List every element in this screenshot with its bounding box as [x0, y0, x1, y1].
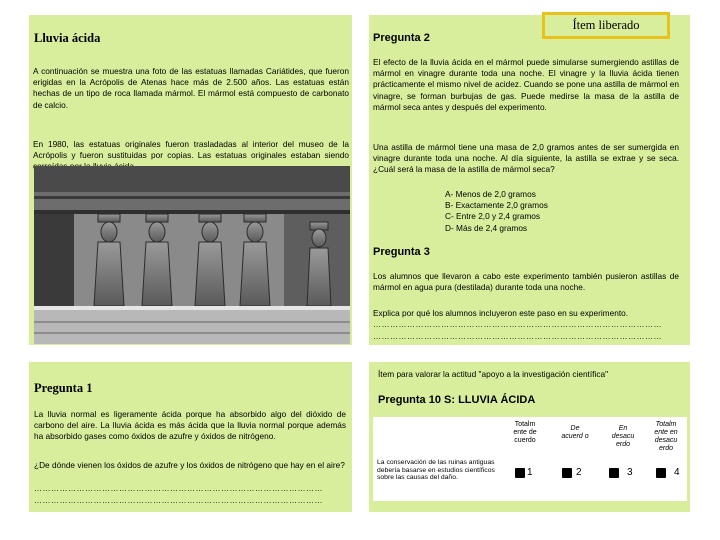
right-top-panel: [369, 15, 690, 345]
q2-options: [445, 189, 548, 234]
checkbox-icon[interactable]: [515, 468, 525, 478]
q3-answer-line-2[interactable]: …………………………………………………………………………………………: [373, 332, 662, 341]
scale-value-2: 2: [576, 467, 582, 478]
scale-value-4: 4: [674, 467, 680, 478]
scale-header-3: En desacu erdo: [611, 425, 635, 448]
intro-text: A continuación se muestra una foto de las estatuas llamadas Cariátides, que fueron erigidas en la Acrópolis de Atenas hace más de 2.500 años. Las estatuas están hechas de un tipo de roca llamada mármol. El mármol está compuesto de carbonato de calcio.: [33, 66, 349, 110]
caryatids-photo-drawing: [34, 166, 350, 344]
scale-option-1[interactable]: [515, 467, 533, 478]
released-item-badge: [542, 12, 670, 39]
q10-title: Pregunta 10 S: LLUVIA ÁCIDA: [378, 394, 536, 406]
left-title: Lluvia ácida: [34, 31, 101, 45]
left-bottom-panel: [29, 362, 352, 512]
attitude-label: Ítem para valorar la actitud "apoyo a la investigación científica": [378, 369, 609, 379]
scale-option-3[interactable]: [609, 467, 633, 478]
q3-title: Pregunta 3: [373, 246, 430, 258]
q2-title: Pregunta 2: [373, 32, 430, 44]
scale-option-4[interactable]: [656, 467, 680, 478]
scale-header-2: De acuerd o: [561, 425, 589, 440]
q1-answer-line-2[interactable]: …………………………………………………………………………………………: [34, 496, 323, 505]
q1-answer-line-1[interactable]: …………………………………………………………………………………………: [34, 484, 323, 493]
checkbox-icon[interactable]: [562, 468, 572, 478]
option-c[interactable]: C- Entre 2,0 y 2,4 gramos: [445, 211, 540, 222]
scale-value-3: 3: [627, 467, 633, 478]
checkbox-icon[interactable]: [656, 468, 666, 478]
scale-table: [373, 417, 687, 501]
checkbox-icon[interactable]: [609, 468, 619, 478]
q1-question: ¿De dónde vienen los óxidos de azufre y los óxidos de nitrógeno que hay en el aire?: [34, 460, 345, 470]
right-bottom-panel: [369, 362, 690, 512]
history-text: En 1980, las estatuas originales fueron trasladadas al interior del museo de la Acrópolis y fueron sustituidas por copias. Las estatuas originales estaban siendo: [33, 139, 349, 161]
caryatids-photo: [34, 166, 350, 344]
q2-question: Una astilla de mármol tiene una masa de 2,0 gramos antes de ser sumergida en vinagre durante toda una noche. Al día siguiente, la astilla se extrae y se seca. ¿Cuál será la masa de la astilla de mármol seca?: [373, 142, 679, 175]
badge-label: Ítem liberado: [572, 18, 640, 32]
scale-option-2[interactable]: [562, 467, 582, 478]
q2-text: El efecto de la lluvia ácida en el mármol puede simularse sumergiendo astillas de mármol en vinagre durante toda una noche. El vinagre y la lluvia ácida tienen prácticamente el mismo nivel de acidez. Cuando se pone una astilla de mármol en vinagre, se forman burbujas de gas. Puede medirse la masa de la astilla de mármol seca antes y después del experimento.: [373, 57, 679, 112]
q1-text: La lluvia normal es ligeramente ácida porque ha absorbido algo del dióxido de carbono del aire. La lluvia ácida es más ácida que la lluvia normal porque además ha absorbido gases como óxidos de azufre y óxidos de nitrógeno.: [34, 409, 346, 442]
option-a[interactable]: A- Menos de 2,0 gramos: [445, 189, 536, 199]
left-top-panel: [29, 15, 352, 345]
q3-question: Explica por qué los alumnos incluyeron este paso en su experimento.: [373, 308, 629, 318]
q3-text: Los alumnos que llevaron a cabo este experimento también pusieron astillas de mármol en agua pura (destilada) durante toda una noche.: [373, 271, 679, 293]
scale-value-1: 1: [527, 467, 533, 478]
scale-header-1: Totalm ente de cuerdo: [513, 421, 537, 444]
statement-text: La conservación de las ruinas antiguas debería basarse en estudios científicos sobre las causas del daño.: [377, 459, 495, 482]
option-d[interactable]: D- Más de 2,4 gramos: [445, 222, 528, 233]
option-b[interactable]: B- Exactamente 2,0 gramos: [445, 200, 548, 211]
q1-title: Pregunta 1: [34, 381, 93, 395]
scale-header-4: Totalm ente en desacu erdo: [654, 421, 678, 452]
q3-answer-line-1[interactable]: …………………………………………………………………………………………: [373, 320, 662, 329]
